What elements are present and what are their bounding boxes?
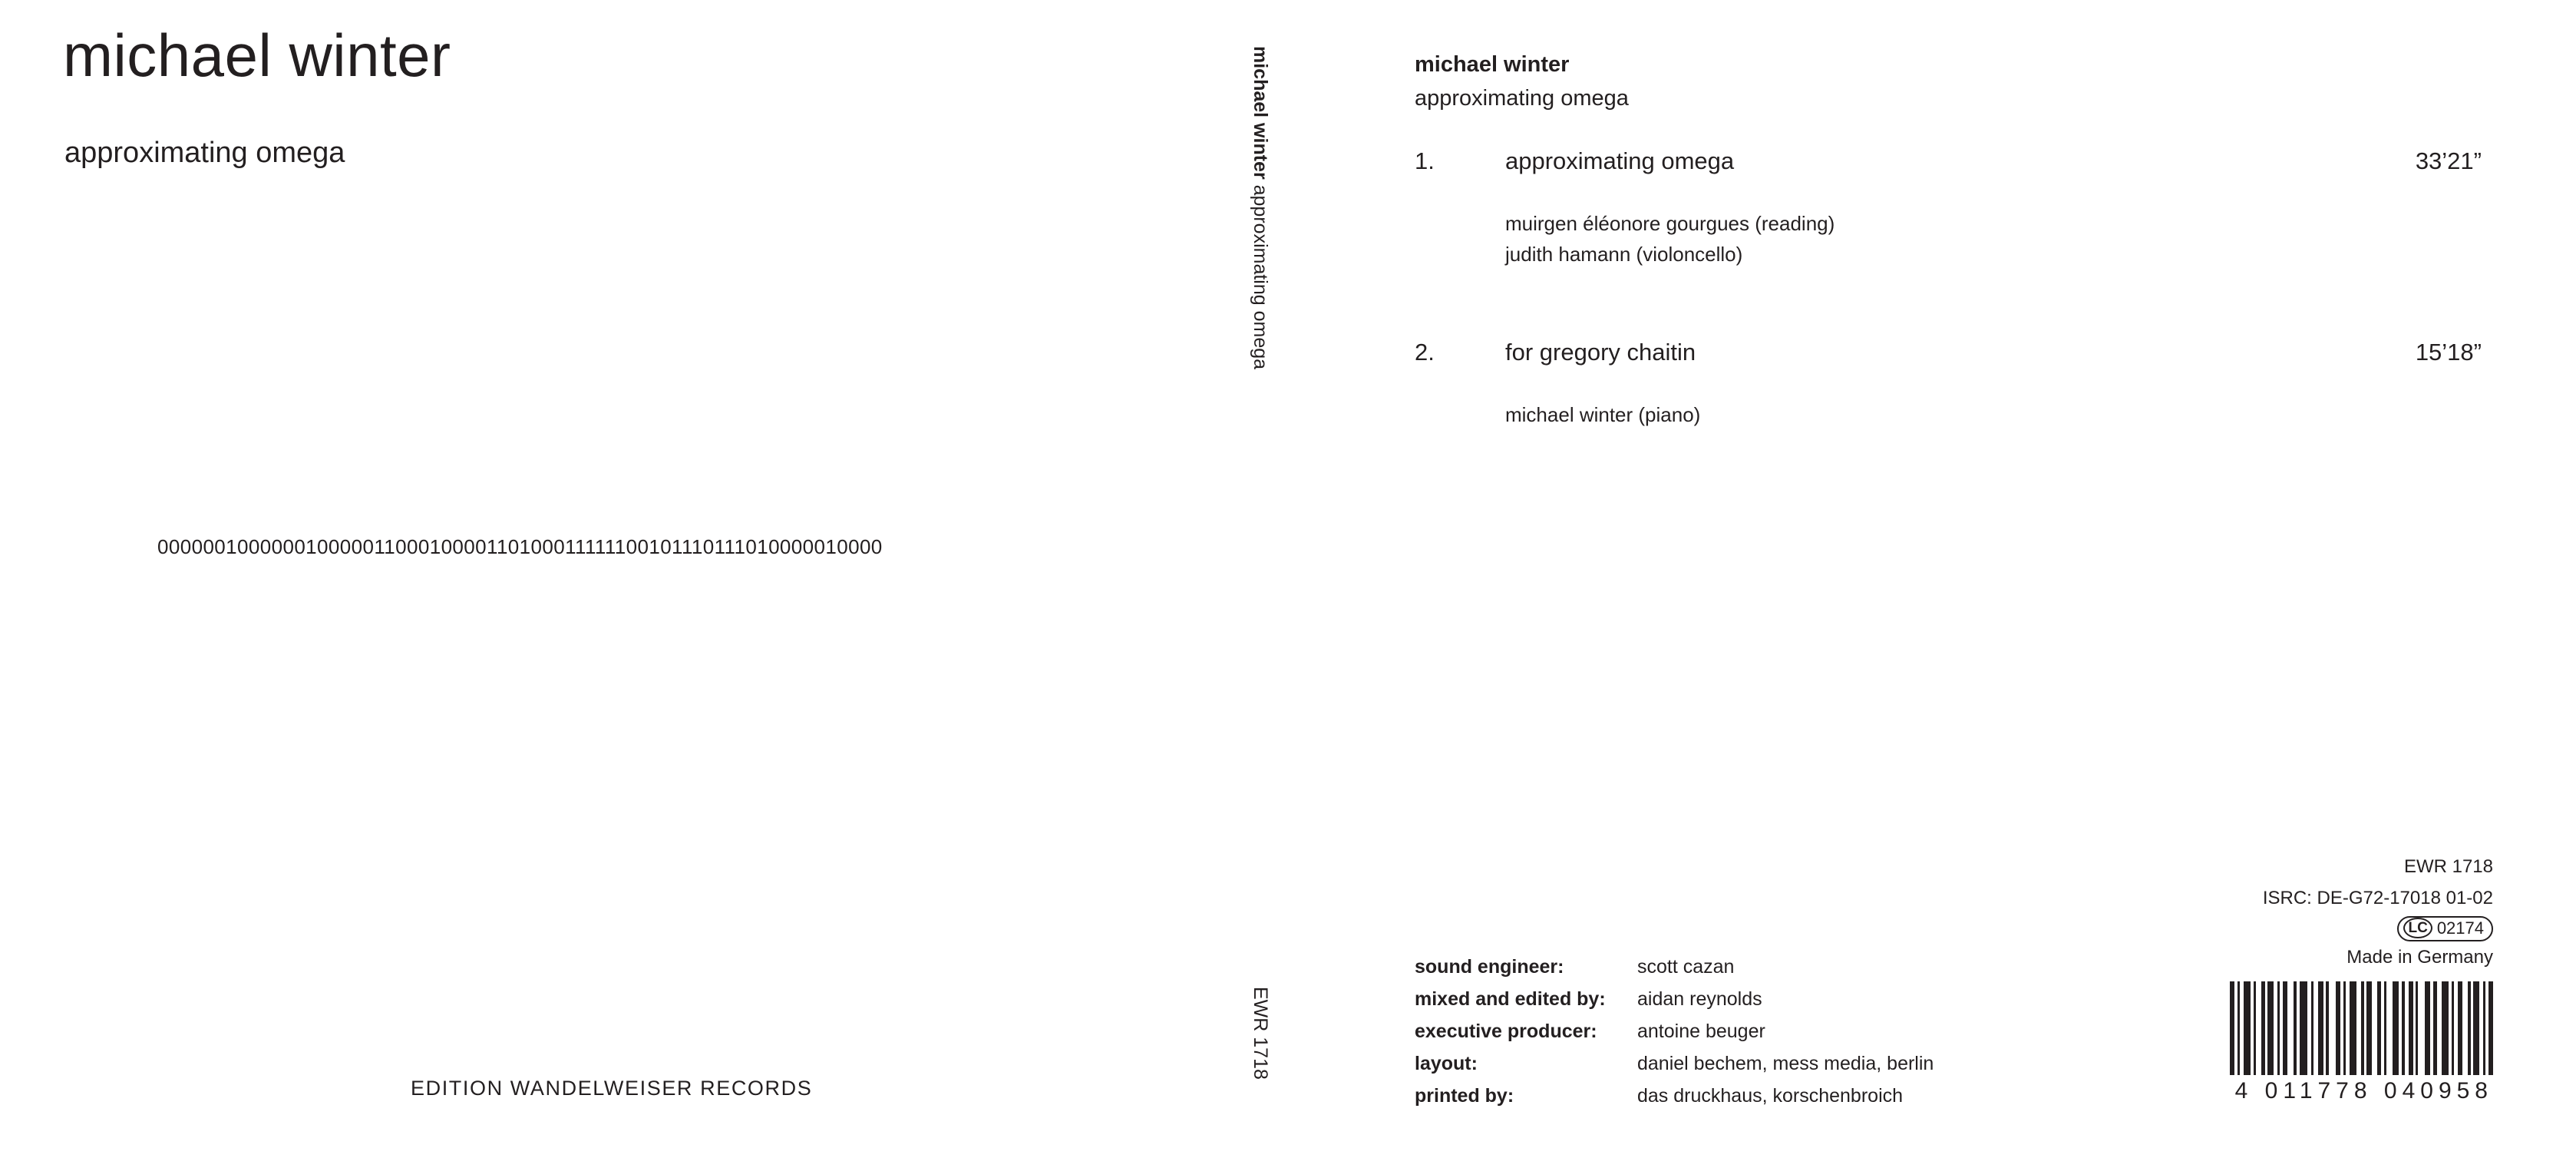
back-cover-artist: michael winter (63, 22, 451, 89)
track-listing-item (1415, 339, 2482, 426)
binary-sequence-text: 00000010000001000001100010000110100011111100101110111010000010000 (157, 535, 883, 558)
credit-label: mixed and edited by: (1415, 988, 1606, 1010)
track-title: approximating omega (1505, 147, 1735, 174)
label-code-line (1940, 916, 2493, 941)
credit-label: printed by: (1415, 1085, 1514, 1107)
credit-value: scott cazan (1637, 956, 1735, 978)
track-listing-item (1415, 147, 2482, 266)
track-performers (1505, 209, 1835, 270)
label-code-badge (2397, 916, 2493, 941)
credit-label: layout: (1415, 1053, 1478, 1074)
credit-value: aidan reynolds (1637, 988, 1762, 1010)
performer-line: muirgen éléonore gourgues (reading) (1505, 212, 1835, 235)
back-cover-album-title: approximating omega (64, 137, 345, 169)
credit-label: executive producer: (1415, 1021, 1597, 1042)
record-label-name: EDITION WANDELWEISER RECORDS (411, 1077, 813, 1100)
performer-line: judith hamann (violoncello) (1505, 242, 1743, 266)
tracklist-album-title: approximating omega (1415, 86, 1629, 111)
track-header (1415, 147, 2482, 178)
track-performers (1505, 400, 1700, 431)
spine (1249, 0, 1287, 1158)
label-code-number: 02174 (2436, 918, 2484, 938)
lc-icon: LC (2403, 918, 2432, 938)
barcode (1933, 981, 2493, 1104)
credit-value: antoine beuger (1637, 1021, 1765, 1042)
isrc-code: ISRC: DE-G72-17018 01-02 (2262, 888, 2493, 909)
barcode-main-digits: 011778 040958 (2264, 1078, 2493, 1103)
track-duration: 33’21” (2415, 147, 2482, 174)
tracklist-artist: michael winter (1415, 52, 1570, 77)
track-header (1415, 339, 2482, 369)
spine-title-line (1249, 46, 1271, 369)
spine-artist: michael winter (1250, 46, 1271, 180)
performer-line: michael winter (piano) (1505, 403, 1701, 426)
track-number: 2. (1415, 339, 1435, 366)
credit-value: das druckhaus, korschenbroich (1637, 1085, 1904, 1107)
barcode-number (1933, 1078, 2493, 1104)
spine-catalog-number: EWR 1718 (1250, 987, 1271, 1080)
track-duration: 15’18” (2415, 339, 2482, 366)
barcode-lead-digit: 4 (2234, 1078, 2254, 1103)
catalog-number: EWR 1718 (2403, 856, 2493, 877)
spine-album: approximating omega (1250, 184, 1271, 370)
track-number: 1. (1415, 147, 1435, 174)
country-of-manufacture: Made in Germany (2346, 946, 2493, 968)
credit-value: daniel bechem, mess media, berlin (1637, 1053, 1934, 1074)
barcode-bars (1933, 981, 2493, 1075)
credit-label: sound engineer: (1415, 956, 1564, 978)
track-title: for gregory chaitin (1505, 339, 1696, 366)
release-metadata (1940, 851, 2493, 973)
